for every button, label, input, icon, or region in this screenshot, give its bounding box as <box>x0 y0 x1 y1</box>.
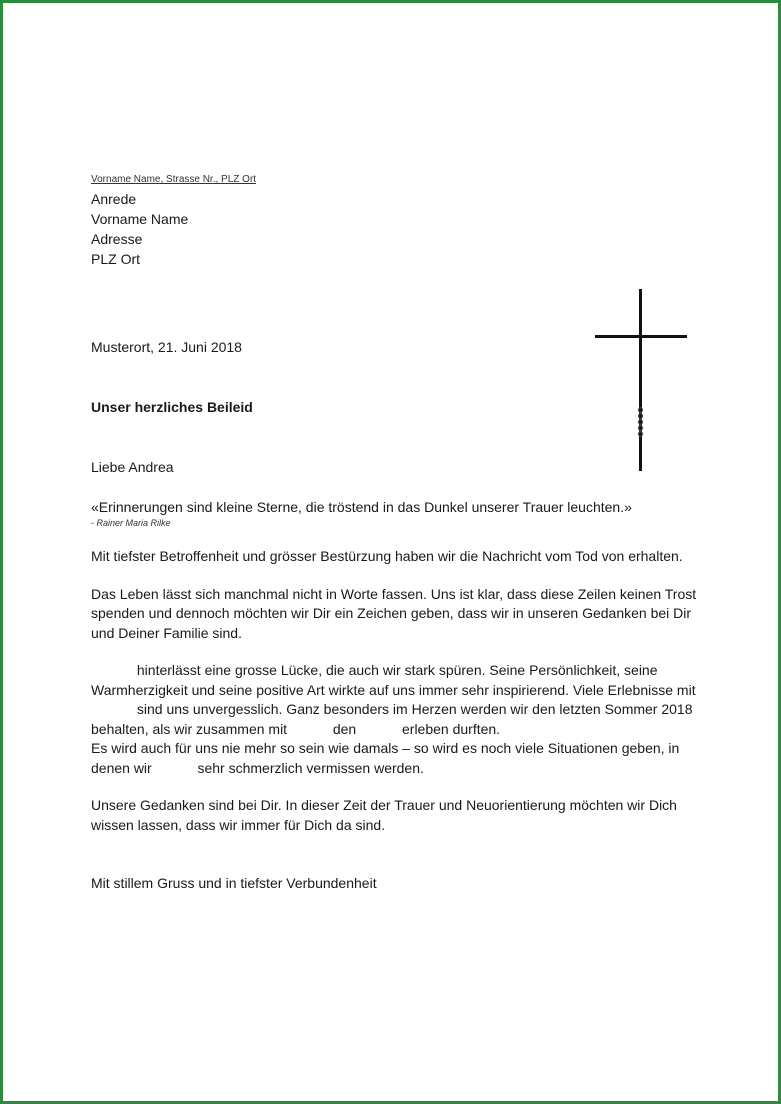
sender-line: Vorname Name, Strasse Nr., PLZ Ort <box>91 174 257 185</box>
paragraph-3-part-2: sind uns unvergesslich. Ganz besonders im Herzen werden wir den letzten Sommer 2018 behalten, als wir zusammen mit <box>91 701 693 737</box>
letter-closing: Mit stillem Gruss und in tiefster Verbundenheit <box>91 875 377 891</box>
paragraph-4: Unsere Gedanken sind bei Dir. In dieser Zeit der Trauer und Neuorientierung möchten wir Dich wissen lassen, dass wir immer für Dich da sind. <box>91 797 677 833</box>
paragraph-3-part-4: erleben durften. <box>402 720 501 737</box>
letter-subject: Unser herzliches Beileid <box>91 399 253 415</box>
paragraph-1: Mit tiefster Betroffenheit und grösser Bestürzung haben wir die Nachricht vom Tod von erhalten. <box>91 548 683 564</box>
letter-date: Musterort, 21. Juni 2018 <box>91 339 242 355</box>
recipient-name: Vorname Name <box>91 211 189 227</box>
paragraph-3 <box>91 661 711 778</box>
rosary-chain-icon <box>636 407 645 437</box>
recipient-city: PLZ Ort <box>91 251 141 267</box>
cross-horizontal-bar <box>595 335 687 338</box>
cross-vertical-bar <box>639 289 642 471</box>
letter-greeting: Liebe Andrea <box>91 459 174 475</box>
recipient-address <box>91 189 711 269</box>
recipient-street: Adresse <box>91 231 143 247</box>
letter-body <box>91 173 711 893</box>
paragraph-3-part-6: sehr schmerzlich vermissen werden. <box>197 759 424 776</box>
cross-icon <box>595 289 687 473</box>
paragraph-3-part-1: hinterlässt eine grosse Lücke, die auch wir stark spüren. Seine Persönlichkeit, seine Warmherzigkeit und seine positive Art wirkte auf uns immer sehr inspirierend. Viele Erlebnisse mit <box>91 662 696 698</box>
quote-text: «Erinnerungen sind kleine Sterne, die tröstend in das Dunkel unserer Trauer leuchten.» <box>91 499 632 515</box>
recipient-salutation: Anrede <box>91 191 137 207</box>
paragraph-2: Das Leben lässt sich manchmal nicht in Worte fassen. Uns ist klar, dass diese Zeilen keinen Trost spenden und dennoch möchten wir Dir ein Zeichen geben, dass wir in unseren Gedanken bei Dir und Deiner Familie sind. <box>91 585 697 641</box>
paragraph-3-part-5: Es wird auch für uns nie mehr so sein wie damals – so wird es noch viele Situationen geben, in denen wir <box>91 740 680 776</box>
quote-author: - Rainer Maria Rilke <box>91 518 171 528</box>
paragraph-3-part-3: den <box>332 720 357 737</box>
